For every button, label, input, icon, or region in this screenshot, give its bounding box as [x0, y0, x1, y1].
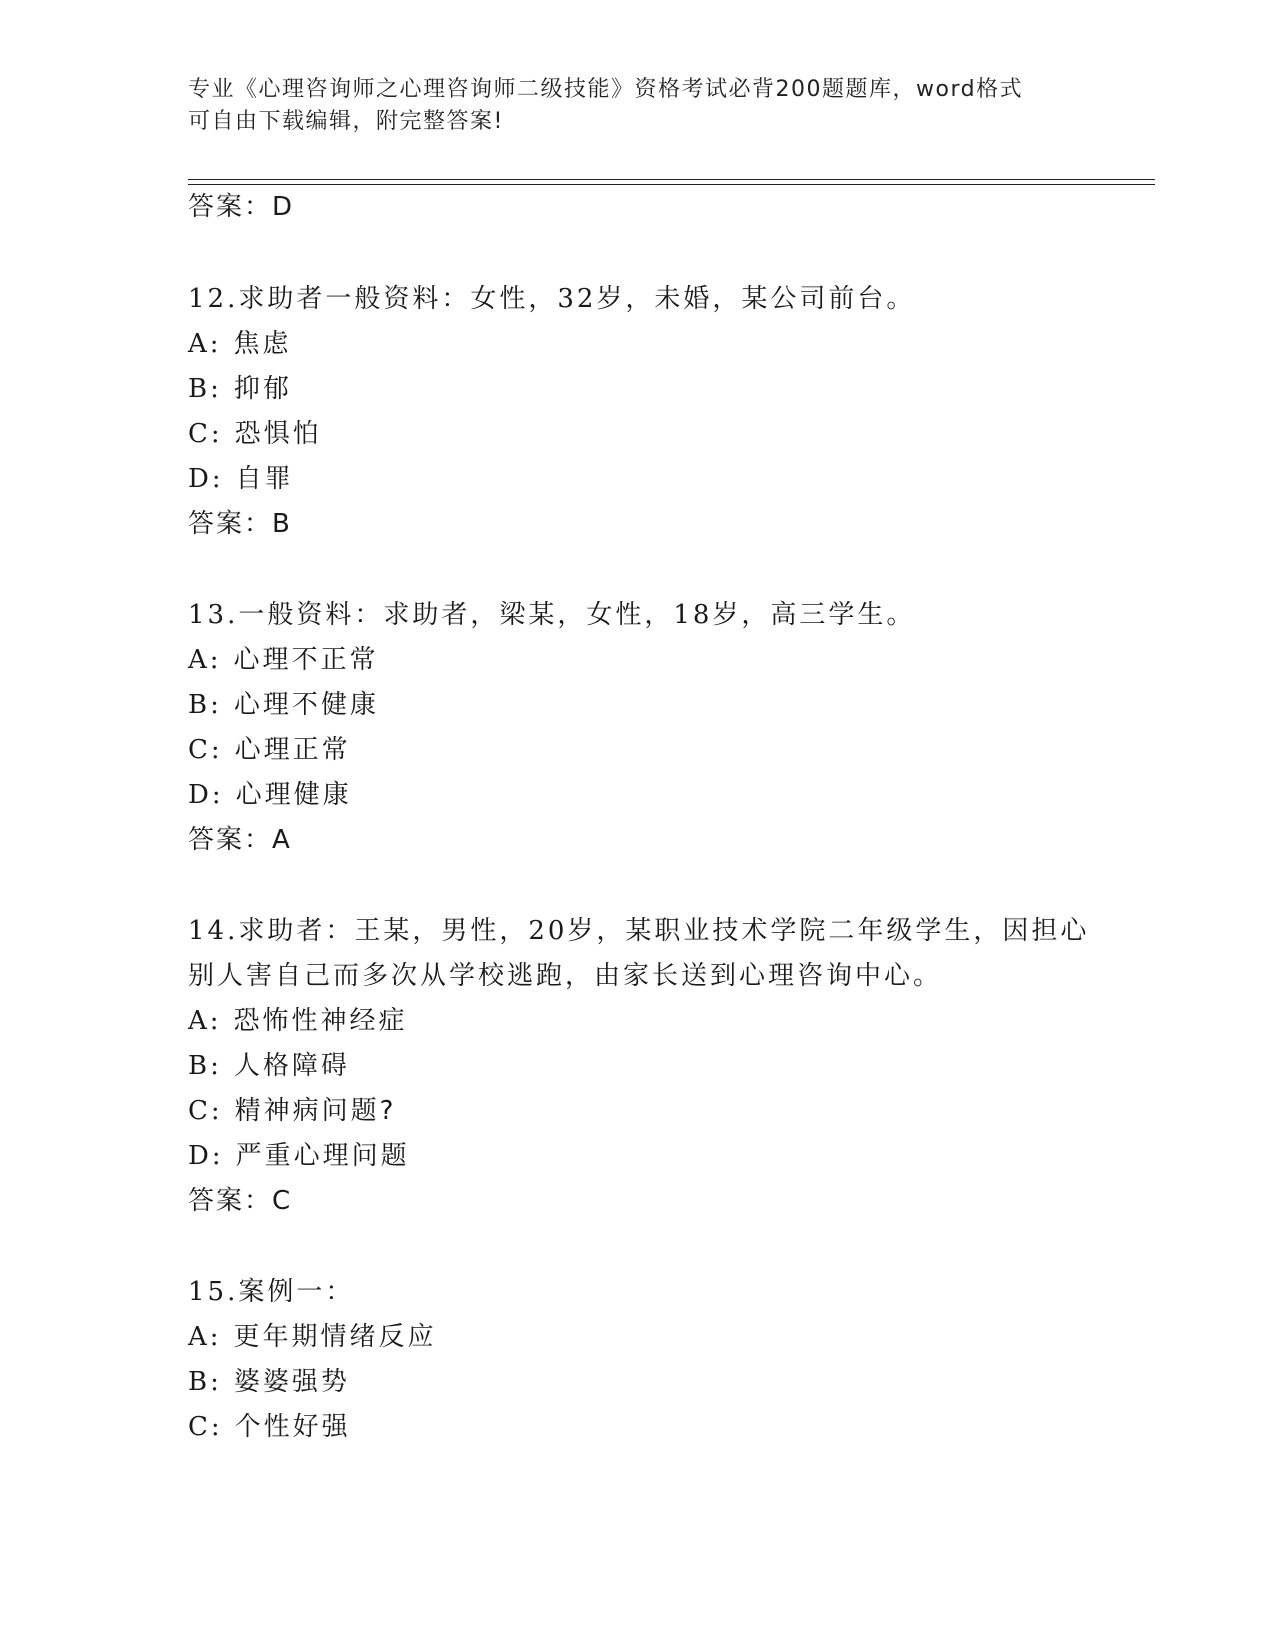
option-letter: C: [188, 1412, 223, 1442]
option-text: 人格障碍 [233, 1051, 350, 1081]
question-stem: 13.一般资料：求助者，梁某，女性，18岁，高三学生。 [188, 600, 916, 630]
option-letter: A: [188, 1006, 222, 1036]
option-letter: B: [188, 1051, 222, 1081]
header-line-1: 专业《心理咨询师之心理咨询师二级技能》资格考试必背200题题库，word格式 [188, 77, 1024, 102]
page-header [188, 74, 1088, 138]
option-letter: C: [188, 419, 223, 449]
question-stem: 14.求助者：王某，男性，20岁，某职业技术学院二年级学生，因担心 [188, 916, 1090, 946]
option-text: 心理不健康 [233, 690, 379, 720]
option-a [188, 1320, 437, 1354]
option-a [188, 327, 292, 361]
option-c [188, 1094, 396, 1128]
option-letter: B: [188, 1367, 222, 1397]
option-text: 精神病问题? [234, 1096, 397, 1126]
header-divider-bottom [188, 184, 1155, 185]
option-letter: B: [188, 374, 222, 404]
option-text: 心理健康 [235, 780, 352, 810]
option-c [188, 1410, 351, 1444]
option-letter: D: [188, 464, 224, 494]
question-stem-continued: 别人害自己而多次从学校逃跑，由家长送到心理咨询中心。 [188, 961, 943, 991]
option-b [188, 372, 292, 406]
answer-line: 答案：A [188, 825, 292, 855]
option-text: 心理不正常 [233, 645, 379, 675]
answer-line: 答案：D [188, 192, 295, 222]
option-text: 心理正常 [234, 735, 351, 765]
answer-line: 答案：C [188, 1186, 293, 1216]
option-text: 抑郁 [233, 374, 292, 404]
option-letter: A: [188, 645, 222, 675]
header-divider-top [188, 179, 1155, 180]
option-c [188, 733, 351, 767]
option-letter: D: [188, 1141, 224, 1171]
question-stem: 15.案例一： [188, 1277, 355, 1307]
option-b [188, 688, 379, 722]
option-d [188, 462, 294, 496]
option-letter: B: [188, 690, 222, 720]
option-text: 严重心理问题 [235, 1141, 410, 1171]
option-letter: D: [188, 780, 224, 810]
option-text: 自罪 [235, 464, 294, 494]
option-letter: C: [188, 1096, 223, 1126]
option-text: 恐怖性神经症 [233, 1006, 408, 1036]
option-letter: A: [188, 1322, 222, 1352]
option-d [188, 778, 352, 812]
option-d [188, 1139, 410, 1173]
option-text: 更年期情绪反应 [233, 1322, 437, 1352]
option-text: 恐惧怕 [234, 419, 322, 449]
option-b [188, 1365, 350, 1399]
option-text: 个性好强 [234, 1412, 351, 1442]
option-a [188, 643, 379, 677]
option-a [188, 1004, 408, 1038]
option-b [188, 1049, 350, 1083]
header-line-2: 可自由下载编辑，附完整答案! [188, 109, 504, 134]
option-text: 焦虑 [233, 329, 292, 359]
option-letter: C: [188, 735, 223, 765]
option-text: 婆婆强势 [233, 1367, 350, 1397]
option-c [188, 417, 322, 451]
question-stem: 12.求助者一般资料：女性，32岁，未婚，某公司前台。 [188, 284, 916, 314]
option-letter: A: [188, 329, 222, 359]
answer-line: 答案：B [188, 509, 292, 539]
